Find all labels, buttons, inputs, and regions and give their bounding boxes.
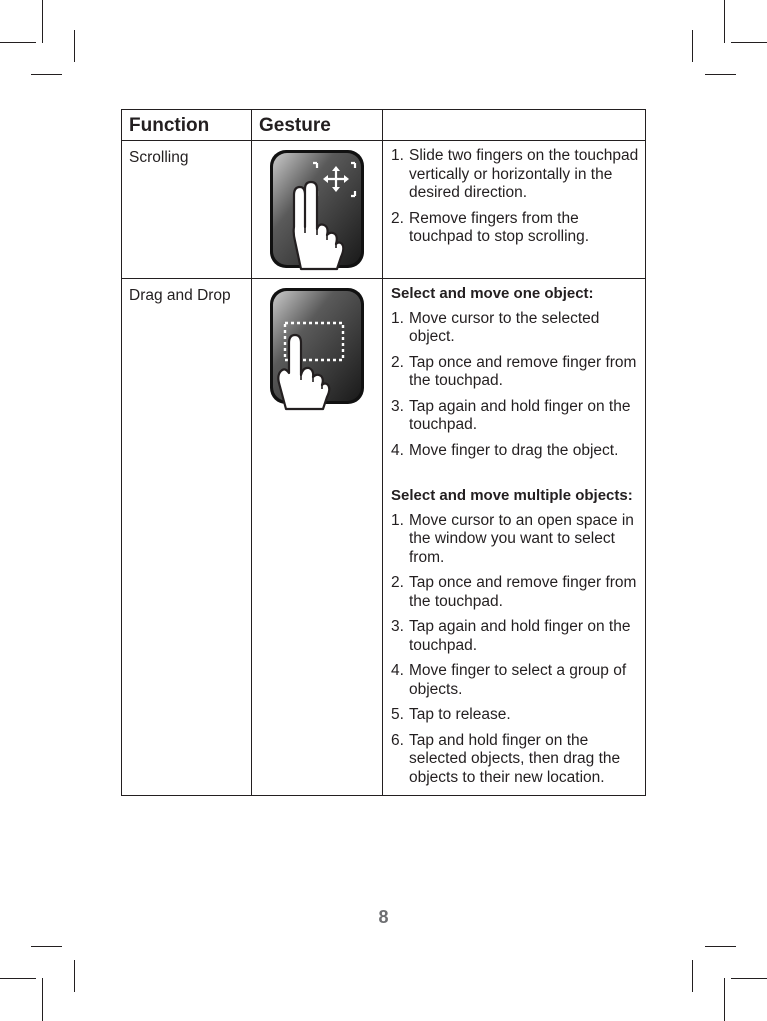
- table-header-row: [122, 110, 646, 141]
- drag-and-drop-icon: [267, 287, 367, 411]
- crop-mark: [731, 42, 767, 43]
- steps-list: [391, 310, 639, 461]
- crop-mark: [74, 960, 75, 992]
- step-text: Tap again and hold finger on the touchpad.: [409, 618, 631, 654]
- list-item: 2. Remove fingers from the touchpad to stop scrolling.: [391, 209, 590, 245]
- gesture-cell: [252, 279, 383, 796]
- crop-mark: [705, 74, 736, 75]
- crop-mark: [42, 978, 43, 1021]
- crop-mark: [0, 978, 36, 979]
- crop-mark: [724, 0, 725, 43]
- gesture-table: [121, 109, 646, 796]
- list-item: 1. Move cursor to an open space in the window you want to select from.: [391, 511, 634, 566]
- step-text: Remove fingers from the touchpad to stop scrolling.: [409, 209, 590, 245]
- list-item: 2. Tap once and remove finger from the touchpad.: [391, 353, 637, 389]
- list-item: 4. Move finger to select a group of objects.: [391, 662, 627, 698]
- crop-mark: [31, 946, 62, 947]
- step-text: Move finger to select a group of objects.: [409, 662, 627, 698]
- header-gesture: Gesture: [252, 110, 383, 141]
- step-text: Move finger to drag the object.: [409, 441, 619, 459]
- list-item: 6. Tap and hold finger on the selected objects, then drag the objects to their new location.: [391, 731, 621, 786]
- crop-mark: [692, 960, 693, 992]
- table-row: [122, 279, 646, 796]
- step-text: Tap again and hold finger on the touchpad.: [409, 397, 631, 433]
- function-cell: Drag and Drop: [122, 279, 252, 796]
- page-number: 8: [378, 907, 389, 927]
- list-item: 2. Tap once and remove finger from the touchpad.: [391, 574, 637, 610]
- step-text: Tap to release.: [409, 706, 511, 723]
- step-text: Tap once and remove finger from the touchpad.: [409, 574, 637, 610]
- steps-list: [391, 512, 639, 788]
- crop-mark: [31, 74, 62, 75]
- list-item: 3. Tap again and hold finger on the touchpad.: [391, 397, 631, 433]
- step-text: Tap and hold finger on the selected objects, then drag the objects to their new location.: [409, 731, 621, 786]
- step-text: Move cursor to an open space in the window you want to select from.: [409, 511, 634, 566]
- step-text: Tap once and remove finger from the touchpad.: [409, 353, 637, 389]
- header-description: [383, 110, 646, 141]
- table-row: [122, 141, 646, 279]
- gesture-cell: [252, 141, 383, 279]
- crop-mark: [74, 30, 75, 62]
- crop-mark: [0, 42, 36, 43]
- list-item: 1. Move cursor to the selected object.: [391, 309, 600, 345]
- section-gap: [391, 460, 639, 487]
- section-heading: Select and move one object:: [391, 285, 594, 302]
- crop-mark: [42, 0, 43, 43]
- list-item: 1. Slide two fingers on the touchpad vertically or horizontally in the desired direction.: [391, 147, 639, 201]
- description-cell: [383, 141, 646, 279]
- step-text: Slide two fingers on the touchpad vertically or horizontally in the desired direction.: [409, 147, 639, 201]
- list-item: 3. Tap again and hold finger on the touchpad.: [391, 618, 631, 654]
- list-item: 4. Move finger to drag the object.: [391, 441, 619, 459]
- two-finger-scroll-icon: [267, 149, 367, 271]
- header-function: Function: [122, 110, 252, 141]
- crop-mark: [692, 30, 693, 62]
- description-cell: [383, 279, 646, 796]
- crop-mark: [724, 978, 725, 1021]
- crop-mark: [705, 946, 736, 947]
- section-heading: Select and move multiple objects:: [391, 487, 633, 504]
- list-item: 5. Tap to release.: [391, 706, 511, 723]
- crop-mark: [731, 978, 767, 979]
- steps-list: [391, 147, 639, 247]
- step-text: Move cursor to the selected object.: [409, 309, 600, 345]
- function-cell: Scrolling: [122, 141, 252, 279]
